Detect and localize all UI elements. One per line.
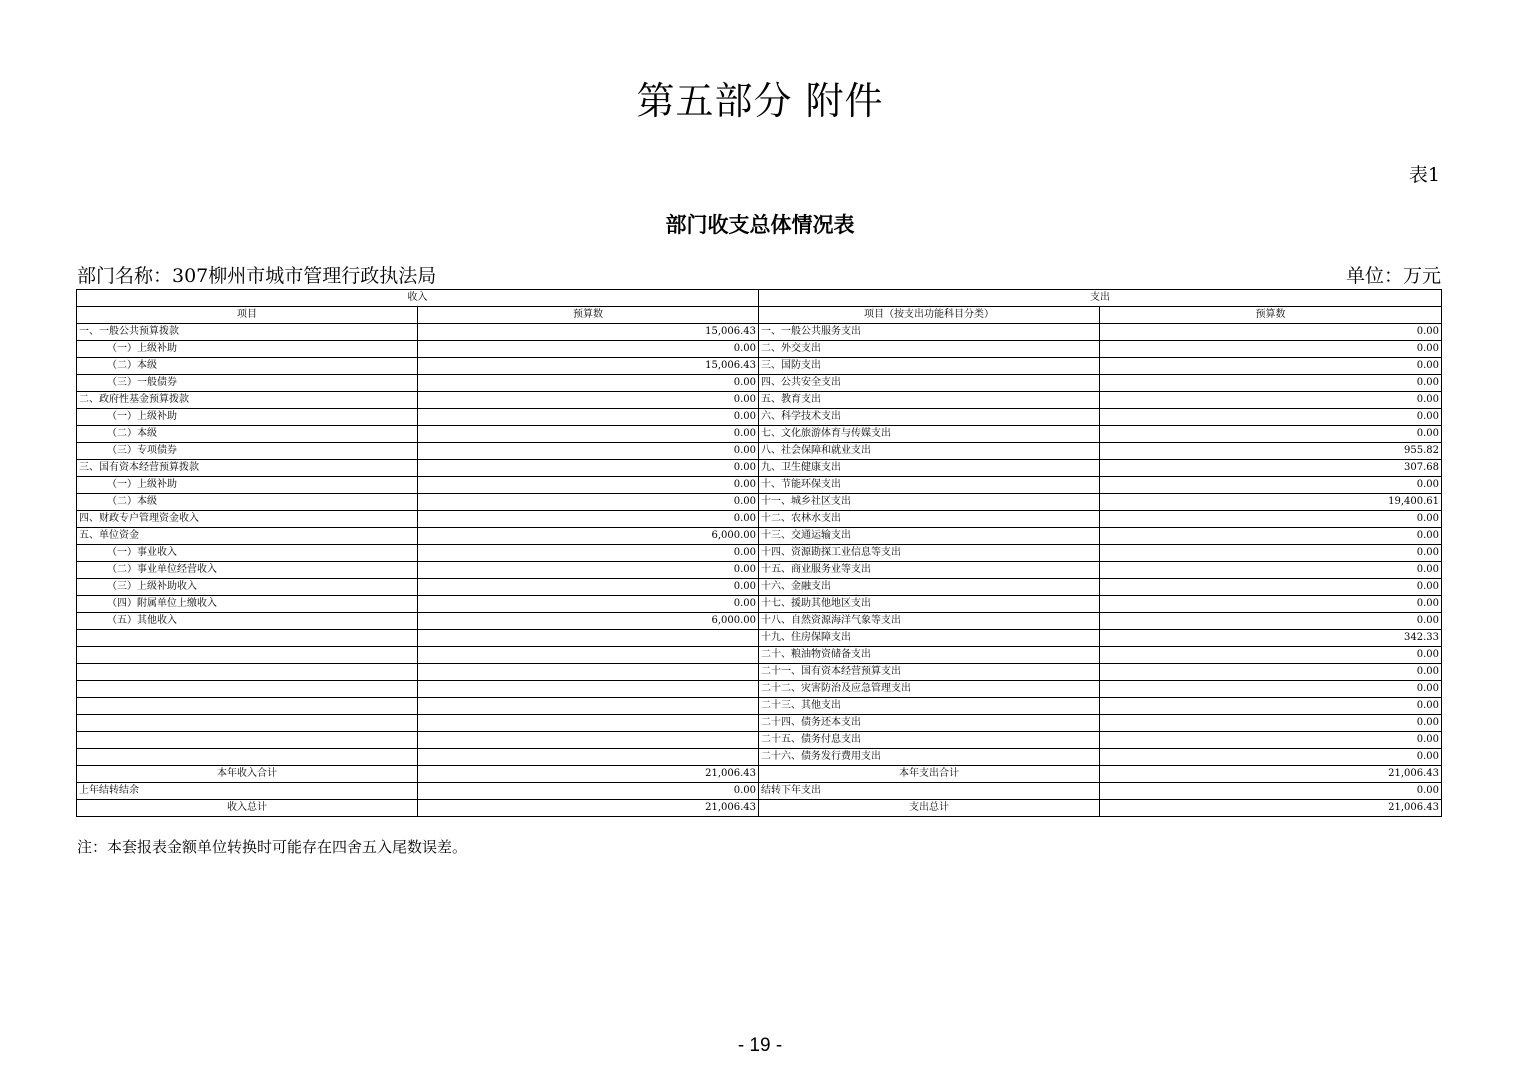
expense-item-cell: 十七、援助其他地区支出 bbox=[759, 596, 1100, 613]
table-row bbox=[77, 545, 1442, 562]
carry-over-row bbox=[77, 783, 1442, 800]
expense-item-cell: 二、外交支出 bbox=[759, 341, 1100, 358]
income-item-cell: 四、财政专户管理资金收入 bbox=[77, 511, 418, 528]
income-budget-cell: 0.00 bbox=[418, 375, 759, 392]
expense-budget-cell: 0.00 bbox=[1100, 426, 1442, 443]
income-item-cell: （一）上级补助 bbox=[77, 477, 418, 494]
income-budget-cell: 0.00 bbox=[418, 511, 759, 528]
grand-income-label: 收入总计 bbox=[77, 800, 418, 817]
income-budget-cell: 0.00 bbox=[418, 409, 759, 426]
expense-budget-cell: 0.00 bbox=[1100, 613, 1442, 630]
year-income-total-label: 本年收入合计 bbox=[77, 766, 418, 783]
column-header-row bbox=[77, 307, 1442, 324]
expense-budget-cell: 0.00 bbox=[1100, 715, 1442, 732]
expense-item-cell: 十六、金融支出 bbox=[759, 579, 1100, 596]
expense-item-cell: 二十、粮油物资储备支出 bbox=[759, 647, 1100, 664]
income-budget-header: 预算数 bbox=[418, 307, 759, 324]
income-item-cell bbox=[77, 647, 418, 664]
income-budget-cell: 0.00 bbox=[418, 392, 759, 409]
income-budget-cell: 0.00 bbox=[418, 579, 759, 596]
expense-item-cell: 二十三、其他支出 bbox=[759, 698, 1100, 715]
part-title: 第五部分 附件 bbox=[636, 79, 884, 123]
income-budget-cell: 0.00 bbox=[418, 460, 759, 477]
income-item-cell: （三）一般债券 bbox=[77, 375, 418, 392]
income-item-cell bbox=[77, 630, 418, 647]
table-row bbox=[77, 596, 1442, 613]
expense-budget-cell: 19,400.61 bbox=[1100, 494, 1442, 511]
income-item-cell: （二）事业单位经营收入 bbox=[77, 562, 418, 579]
expense-item-header: 项目（按支出功能科目分类） bbox=[759, 307, 1100, 324]
income-item-cell: （二）本级 bbox=[77, 358, 418, 375]
income-item-cell bbox=[77, 749, 418, 766]
grand-expense-value: 21,006.43 bbox=[1100, 800, 1442, 817]
income-budget-cell: 0.00 bbox=[418, 494, 759, 511]
expense-item-cell: 二十五、债务付息支出 bbox=[759, 732, 1100, 749]
expense-budget-cell: 0.00 bbox=[1100, 358, 1442, 375]
income-budget-cell: 0.00 bbox=[418, 545, 759, 562]
table-row bbox=[77, 613, 1442, 630]
income-budget-cell: 0.00 bbox=[418, 341, 759, 358]
expense-item-cell: 八、社会保障和就业支出 bbox=[759, 443, 1100, 460]
table-row bbox=[77, 562, 1442, 579]
expense-item-cell: 七、文化旅游体育与传媒支出 bbox=[759, 426, 1100, 443]
expense-item-cell: 四、公共安全支出 bbox=[759, 375, 1100, 392]
income-item-cell: （三）专项债券 bbox=[77, 443, 418, 460]
expense-item-cell: 十一、城乡社区支出 bbox=[759, 494, 1100, 511]
expense-item-cell: 十四、资源勘探工业信息等支出 bbox=[759, 545, 1100, 562]
table-row bbox=[77, 715, 1442, 732]
income-budget-cell: 0.00 bbox=[418, 562, 759, 579]
income-budget-cell bbox=[418, 664, 759, 681]
income-budget-cell: 0.00 bbox=[418, 477, 759, 494]
year-income-total-value: 21,006.43 bbox=[418, 766, 759, 783]
expense-item-cell: 六、科学技术支出 bbox=[759, 409, 1100, 426]
expense-budget-cell: 0.00 bbox=[1100, 528, 1442, 545]
carry-in-label: 上年结转结余 bbox=[77, 783, 418, 800]
expense-budget-cell: 0.00 bbox=[1100, 341, 1442, 358]
income-item-cell: 二、政府性基金预算拨款 bbox=[77, 392, 418, 409]
income-budget-cell: 15,006.43 bbox=[418, 358, 759, 375]
income-item-cell: （二）本级 bbox=[77, 426, 418, 443]
carry-out-value: 0.00 bbox=[1100, 783, 1442, 800]
expense-budget-cell: 0.00 bbox=[1100, 681, 1442, 698]
income-item-cell: （一）上级补助 bbox=[77, 341, 418, 358]
table-row bbox=[77, 341, 1442, 358]
table-number: 表1 bbox=[1408, 164, 1440, 186]
expense-budget-cell: 0.00 bbox=[1100, 698, 1442, 715]
expense-budget-cell: 342.33 bbox=[1100, 630, 1442, 647]
table-row bbox=[77, 494, 1442, 511]
department-line bbox=[77, 261, 1441, 288]
table-row bbox=[77, 749, 1442, 766]
income-item-cell bbox=[77, 664, 418, 681]
table-row bbox=[77, 477, 1442, 494]
grand-income-value: 21,006.43 bbox=[418, 800, 759, 817]
table-row bbox=[77, 681, 1442, 698]
expense-budget-cell: 0.00 bbox=[1100, 579, 1442, 596]
expense-budget-header: 预算数 bbox=[1100, 307, 1442, 324]
grand-expense-label: 支出总计 bbox=[759, 800, 1100, 817]
expense-budget-cell: 0.00 bbox=[1100, 324, 1442, 341]
income-budget-cell: 0.00 bbox=[418, 443, 759, 460]
grand-total-row bbox=[77, 800, 1442, 817]
expense-item-cell: 二十一、国有资本经营预算支出 bbox=[759, 664, 1100, 681]
expense-budget-cell: 0.00 bbox=[1100, 477, 1442, 494]
income-item-cell: （五）其他收入 bbox=[77, 613, 418, 630]
expense-item-cell: 十三、交通运输支出 bbox=[759, 528, 1100, 545]
income-item-cell: （一）事业收入 bbox=[77, 545, 418, 562]
income-budget-cell: 15,006.43 bbox=[418, 324, 759, 341]
income-item-cell bbox=[77, 732, 418, 749]
table-row bbox=[77, 392, 1442, 409]
table-row bbox=[77, 698, 1442, 715]
expense-budget-cell: 0.00 bbox=[1100, 562, 1442, 579]
expense-item-cell: 九、卫生健康支出 bbox=[759, 460, 1100, 477]
unit-label: 单位：万元 bbox=[1345, 265, 1441, 287]
table-title: 部门收支总体情况表 bbox=[665, 213, 855, 237]
expense-budget-cell: 307.68 bbox=[1100, 460, 1442, 477]
table-row bbox=[77, 409, 1442, 426]
expense-budget-cell: 0.00 bbox=[1100, 375, 1442, 392]
income-item-cell: （四）附属单位上缴收入 bbox=[77, 596, 418, 613]
income-item-cell bbox=[77, 698, 418, 715]
income-item-cell: 三、国有资本经营预算拨款 bbox=[77, 460, 418, 477]
budget-table bbox=[76, 289, 1442, 817]
expense-budget-cell: 0.00 bbox=[1100, 732, 1442, 749]
income-budget-cell: 6,000.00 bbox=[418, 613, 759, 630]
footnote: 注：本套报表金额单位转换时可能存在四舍五入尾数误差。 bbox=[77, 838, 468, 856]
page-number: - 19 - bbox=[737, 1035, 783, 1056]
table-row bbox=[77, 647, 1442, 664]
table-row bbox=[77, 528, 1442, 545]
department-name: 部门名称：307柳州市城市管理行政执法局 bbox=[77, 265, 437, 287]
carry-in-value: 0.00 bbox=[418, 783, 759, 800]
income-item-header: 项目 bbox=[77, 307, 418, 324]
expense-group-header: 支出 bbox=[759, 290, 1442, 307]
expense-budget-cell: 0.00 bbox=[1100, 749, 1442, 766]
table-row bbox=[77, 664, 1442, 681]
income-budget-cell bbox=[418, 647, 759, 664]
income-budget-cell bbox=[418, 732, 759, 749]
table-row bbox=[77, 358, 1442, 375]
year-expense-total-value: 21,006.43 bbox=[1100, 766, 1442, 783]
carry-out-label: 结转下年支出 bbox=[759, 783, 1100, 800]
table-row bbox=[77, 630, 1442, 647]
expense-budget-cell: 0.00 bbox=[1100, 664, 1442, 681]
expense-budget-cell: 0.00 bbox=[1100, 409, 1442, 426]
table-row bbox=[77, 375, 1442, 392]
expense-budget-cell: 955.82 bbox=[1100, 443, 1442, 460]
income-budget-cell bbox=[418, 715, 759, 732]
group-header-row bbox=[77, 290, 1442, 307]
income-item-cell: （三）上级补助收入 bbox=[77, 579, 418, 596]
table-row bbox=[77, 579, 1442, 596]
income-budget-cell: 6,000.00 bbox=[418, 528, 759, 545]
expense-item-cell: 五、教育支出 bbox=[759, 392, 1100, 409]
expense-item-cell: 十八、自然资源海洋气象等支出 bbox=[759, 613, 1100, 630]
income-budget-cell: 0.00 bbox=[418, 596, 759, 613]
expense-item-cell: 二十四、债务还本支出 bbox=[759, 715, 1100, 732]
income-item-cell bbox=[77, 681, 418, 698]
income-group-header: 收入 bbox=[77, 290, 759, 307]
expense-budget-cell: 0.00 bbox=[1100, 545, 1442, 562]
expense-item-cell: 十二、农林水支出 bbox=[759, 511, 1100, 528]
income-budget-cell bbox=[418, 630, 759, 647]
table-body bbox=[77, 324, 1442, 766]
income-item-cell: （二）本级 bbox=[77, 494, 418, 511]
table-row bbox=[77, 732, 1442, 749]
expense-budget-cell: 0.00 bbox=[1100, 647, 1442, 664]
table-row bbox=[77, 443, 1442, 460]
income-budget-cell bbox=[418, 749, 759, 766]
expense-item-cell: 十九、住房保障支出 bbox=[759, 630, 1100, 647]
table-row bbox=[77, 511, 1442, 528]
year-total-row bbox=[77, 766, 1442, 783]
income-budget-cell: 0.00 bbox=[418, 426, 759, 443]
expense-item-cell: 一、一般公共服务支出 bbox=[759, 324, 1100, 341]
table-row bbox=[77, 324, 1442, 341]
expense-item-cell: 三、国防支出 bbox=[759, 358, 1100, 375]
table-row bbox=[77, 426, 1442, 443]
expense-budget-cell: 0.00 bbox=[1100, 392, 1442, 409]
expense-item-cell: 二十二、灾害防治及应急管理支出 bbox=[759, 681, 1100, 698]
table-row bbox=[77, 460, 1442, 477]
income-item-cell: 一、一般公共预算拨款 bbox=[77, 324, 418, 341]
year-expense-total-label: 本年支出合计 bbox=[759, 766, 1100, 783]
expense-item-cell: 十、节能环保支出 bbox=[759, 477, 1100, 494]
expense-item-cell: 十五、商业服务业等支出 bbox=[759, 562, 1100, 579]
expense-item-cell: 二十六、债务发行费用支出 bbox=[759, 749, 1100, 766]
income-item-cell: 五、单位资金 bbox=[77, 528, 418, 545]
income-budget-cell bbox=[418, 698, 759, 715]
income-item-cell: （一）上级补助 bbox=[77, 409, 418, 426]
income-item-cell bbox=[77, 715, 418, 732]
expense-budget-cell: 0.00 bbox=[1100, 511, 1442, 528]
expense-budget-cell: 0.00 bbox=[1100, 596, 1442, 613]
income-budget-cell bbox=[418, 681, 759, 698]
